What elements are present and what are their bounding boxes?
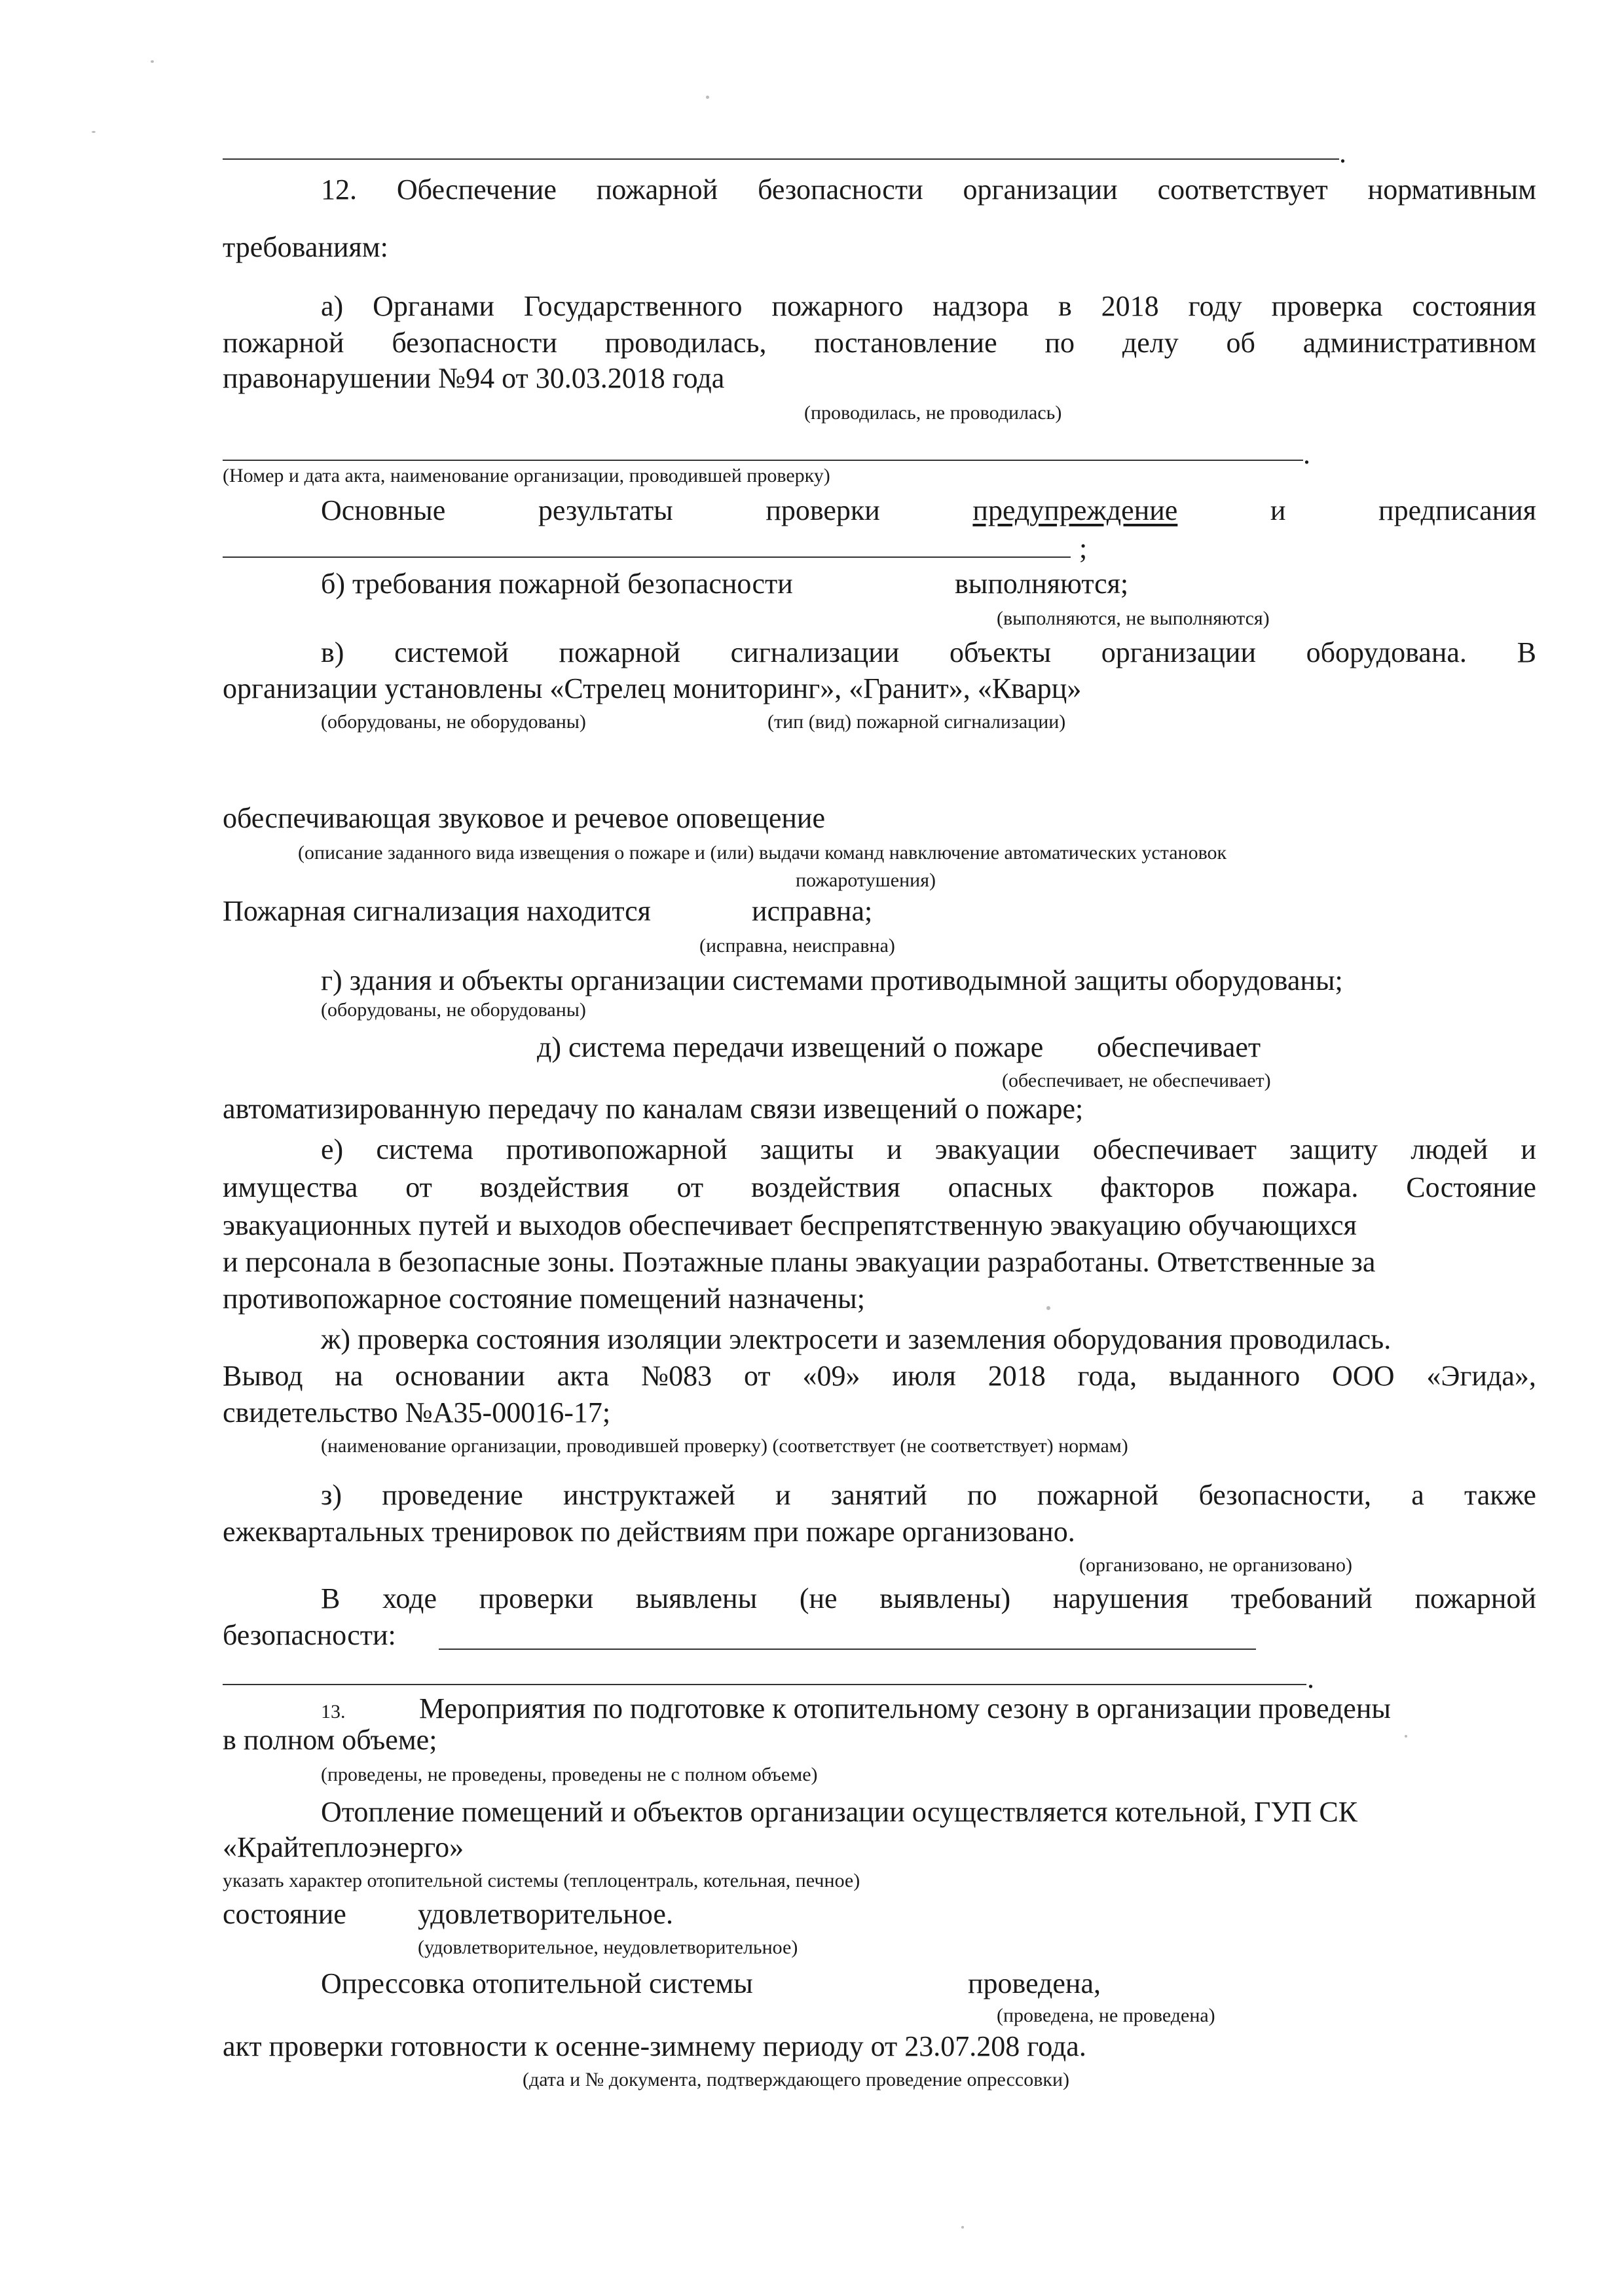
scan-speck bbox=[706, 96, 709, 99]
violations-line1: В ходе проверки выявлены (не выявлены) нарушения требований пожарной bbox=[321, 1582, 1536, 1614]
pressure-hint: (проведена, не проведена) bbox=[997, 2005, 1215, 2026]
top-blank-end: . bbox=[1339, 137, 1346, 169]
item-a-line2: пожарной безопасности проводилась, постановление по делу об административном bbox=[223, 327, 1536, 359]
violations-blank-end: . bbox=[1307, 1662, 1314, 1694]
item-g-text: г) здания и объекты организации системами противодымной защиты оборудованы; bbox=[321, 964, 1343, 996]
notify-hint-2: пожаротушения) bbox=[796, 869, 936, 891]
state-hint: (удовлетворительное, неудовлетворительное) bbox=[418, 1937, 798, 1958]
results-line: Основные результаты проверки предупреждение и предписания bbox=[321, 494, 1536, 526]
item-zh-line1: ж) проверка состояния изоляции электросети и заземления оборудования проводилась. bbox=[321, 1323, 1392, 1355]
item-v-line1: в) системой пожарной сигнализации объекты организации оборудована. В bbox=[321, 636, 1536, 668]
item-d-line2: автоматизированную передачу по каналам связи извещений о пожаре; bbox=[223, 1093, 1084, 1125]
violations-blank-line bbox=[439, 1649, 1256, 1650]
pressure-label: Опрессовка отопительной системы bbox=[321, 1967, 753, 1999]
item-v-hint-equipped: (оборудованы, не оборудованы) bbox=[321, 711, 586, 733]
state-value: удовлетворительное. bbox=[418, 1898, 673, 1930]
notify-text: обеспечивающая звуковое и речевое оповещение bbox=[223, 802, 826, 834]
item-z-line1: з) проведение инструктажей и занятий по пожарной безопасности, а также bbox=[321, 1479, 1536, 1511]
section-13-number: 13. bbox=[321, 1701, 346, 1722]
alarm-value: исправна; bbox=[752, 895, 873, 927]
results-blank-line bbox=[223, 556, 1071, 558]
item-d-text: д) система передачи извещений о пожаре bbox=[537, 1031, 1044, 1063]
section-12-intro-line2: требованиям: bbox=[223, 231, 388, 263]
item-d-value: обеспечивает bbox=[1097, 1031, 1261, 1063]
scan-speck bbox=[92, 131, 96, 133]
act-hint: (Номер и дата акта, наименование организации, проводившей проверку) bbox=[223, 465, 830, 486]
section-13-hint: (проведены, не проведены, проведены не с полном объеме) bbox=[321, 1764, 818, 1785]
scan-speck bbox=[1405, 1735, 1407, 1738]
section-12-intro: 12. Обеспечение пожарной безопасности организации соответствует нормативным bbox=[321, 173, 1536, 206]
item-e-line3: эвакуационных путей и выходов обеспечивает беспрепятственную эвакуацию обучающихся bbox=[223, 1209, 1357, 1241]
act-blank-line bbox=[223, 460, 1303, 461]
readiness-text: акт проверки готовности к осенне-зимнему периоду от 23.07.208 года. bbox=[223, 2030, 1086, 2062]
item-d-hint: (обеспечивает, не обеспечивает) bbox=[1002, 1070, 1271, 1091]
scan-speck bbox=[151, 60, 154, 63]
item-zh-line2: Вывод на основании акта №083 от «09» июля 2018 года, выданного ООО «Эгида», bbox=[223, 1360, 1536, 1392]
results-blank-end: ; bbox=[1079, 532, 1088, 564]
item-a-line3: правонарушении №94 от 30.03.2018 года bbox=[223, 362, 725, 394]
violations-blank-line-2 bbox=[223, 1684, 1306, 1685]
notify-hint-1: (описание заданного вида извещения о пожаре и (или) выдачи команд навключение автоматических установок bbox=[298, 842, 1227, 864]
readiness-hint: (дата и № документа, подтверждающего проведение опрессовки) bbox=[523, 2069, 1069, 2090]
alarm-hint: (исправна, неисправна) bbox=[699, 935, 895, 957]
item-v-hint-type: (тип (вид) пожарной сигнализации) bbox=[767, 711, 1066, 733]
item-z-line2: ежеквартальных тренировок по действиям при пожаре организовано. bbox=[223, 1516, 1075, 1548]
item-g-hint: (оборудованы, не оборудованы) bbox=[321, 999, 586, 1021]
item-zh-line3: свидетельство №А35-00016-17; bbox=[223, 1396, 611, 1429]
item-e-line2: имущества от воздействия от воздействия опасных факторов пожара. Состояние bbox=[223, 1171, 1536, 1203]
item-b-text: б) требования пожарной безопасности bbox=[321, 568, 793, 600]
state-label: состояние bbox=[223, 1898, 346, 1930]
item-zh-hint: (наименование организации, проводившей проверку) (соответствует (не соответствует) нормам) bbox=[321, 1435, 1128, 1457]
section-13-line1: Мероприятия по подготовке к отопительному сезону в организации проведены bbox=[419, 1692, 1391, 1724]
scan-speck bbox=[1046, 1306, 1050, 1310]
item-v-line2: организации установлены «Стрелец мониторинг», «Гранит», «Кварц» bbox=[223, 672, 1082, 704]
violations-line2: безопасности: bbox=[223, 1619, 396, 1651]
heating-line1: Отопление помещений и объектов организации осуществляется котельной, ГУП СК bbox=[321, 1796, 1358, 1828]
item-e-line4: и персонала в безопасные зоны. Поэтажные планы эвакуации разработаны. Ответственные за bbox=[223, 1246, 1376, 1278]
section-13-line2: в полном объеме; bbox=[223, 1724, 437, 1756]
heating-line2: «Крайтеплоэнерго» bbox=[223, 1831, 464, 1863]
heating-hint: указать характер отопительной системы (теплоцентраль, котельная, печное) bbox=[223, 1870, 860, 1891]
scan-speck bbox=[961, 2226, 964, 2229]
alarm-text: Пожарная сигнализация находится bbox=[223, 895, 651, 927]
top-blank-line bbox=[223, 158, 1339, 160]
item-z-hint: (организовано, не организовано) bbox=[1079, 1554, 1352, 1576]
item-a-hint: (проводилась, не проводилась) bbox=[804, 402, 1062, 424]
item-e-line1: е) система противопожарной защиты и эвакуации обеспечивает защиту людей и bbox=[321, 1133, 1536, 1165]
item-e-line5: противопожарное состояние помещений назначены; bbox=[223, 1283, 865, 1315]
pressure-value: проведена, bbox=[968, 1967, 1101, 1999]
item-b-value: выполняются; bbox=[955, 568, 1129, 600]
item-b-hint: (выполняются, не выполняются) bbox=[997, 608, 1270, 629]
act-blank-end: . bbox=[1303, 438, 1310, 470]
item-a-line1: а) Органами Государственного пожарного надзора в 2018 году проверка состояния bbox=[321, 290, 1536, 322]
